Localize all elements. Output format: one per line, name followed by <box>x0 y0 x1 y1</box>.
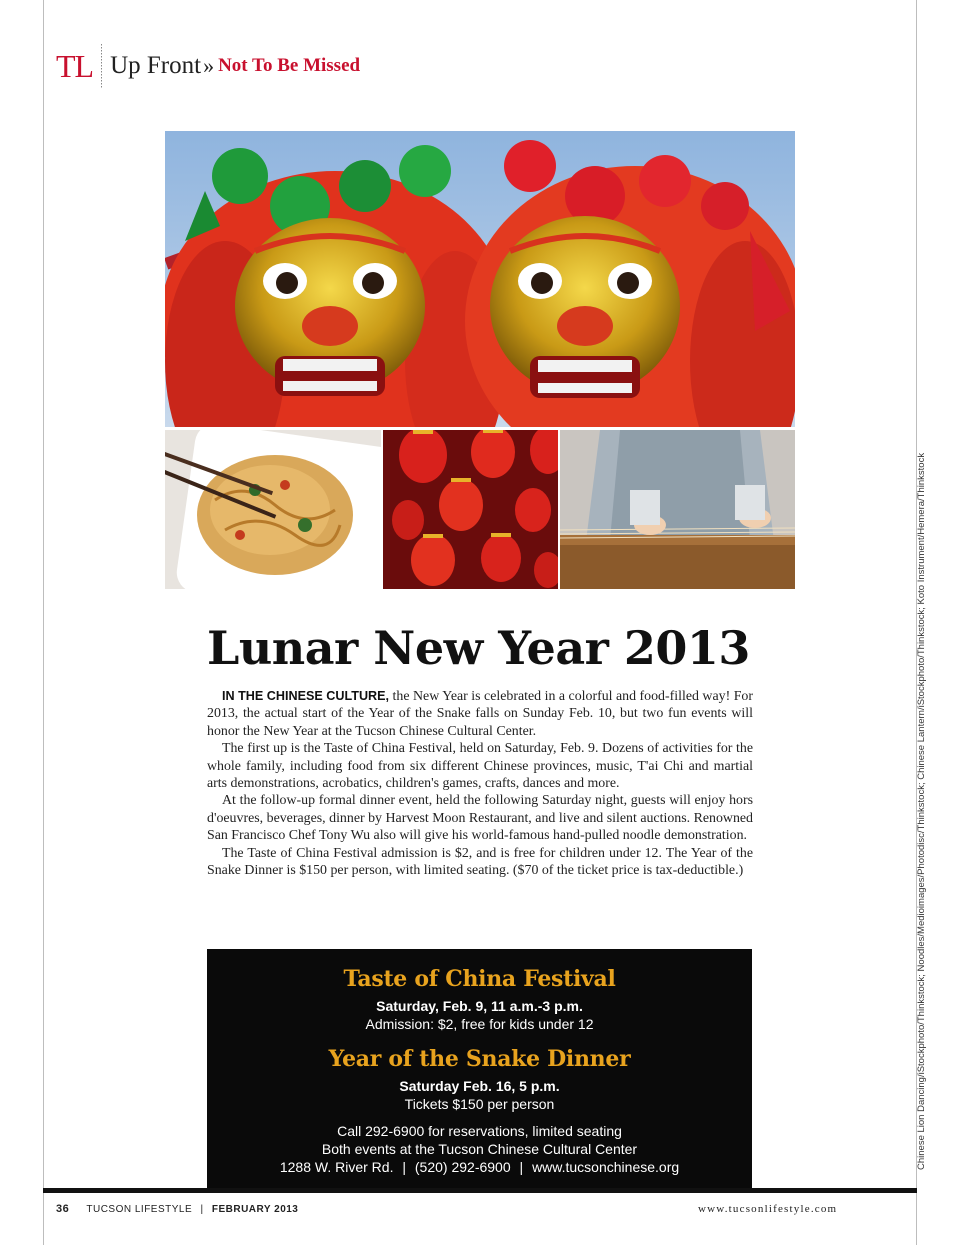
event2-title: Year of the Snake Dinner <box>328 1046 631 1072</box>
footer-left <box>56 1203 298 1215</box>
lanterns-photo <box>383 430 558 589</box>
paragraph-3: At the follow-up formal dinner event, held the following Saturday night, guests will enjoy hors d'oeuvres, beverages, dinner by Harvest Moon Restaurant, and live and silent auctions. Renowned San Francisco Chef Tony Wu also will give his world-famous hand-pulled noodle demonstration. <box>207 793 753 844</box>
website-link[interactable]: www.tucsonchinese.org <box>532 1159 680 1175</box>
footer-rule <box>43 1188 917 1193</box>
contact-line <box>207 1158 752 1176</box>
address: 1288 W. River Rd. <box>279 1159 394 1175</box>
koto-photo <box>560 430 795 589</box>
lion-dance-photo <box>165 131 795 427</box>
reservation-call: Call 292-6900 for reservations, limited seating <box>337 1123 622 1139</box>
left-margin-line <box>43 0 44 1245</box>
paragraph-2: The first up is the Taste of China Festival, held on Saturday, Feb. 9. Dozens of activities for the whole family, including food from six different Chinese provinces, music, T'ai Chi and martial arts demonstrations, acrobatics, children's games, crafts, dances and more. <box>207 741 753 792</box>
header-divider <box>101 44 102 88</box>
event1-title: Taste of China Festival <box>343 966 616 992</box>
event-location: Both events at the Tucson Chinese Cultural Center <box>321 1141 638 1157</box>
tl-logo: TL <box>56 47 94 84</box>
contact-separator: | <box>402 1159 406 1175</box>
article-body <box>207 688 753 879</box>
section-arrow: » <box>203 53 215 78</box>
event-info-box <box>207 949 752 1189</box>
footer-separator: | <box>200 1204 204 1215</box>
article-title: Lunar New Year 2013 <box>207 621 750 675</box>
event1-date: Saturday, Feb. 9, 11 a.m.-3 p.m. <box>376 998 583 1014</box>
event2-date: Saturday Feb. 16, 5 p.m. <box>399 1078 560 1094</box>
issue-date: FEBRUARY 2013 <box>211 1204 299 1215</box>
photo-credit: Chinese Lion Dancing/iStockphoto/Thinkstock; Noodles/Medioimages/Photodisc/Thinkstock; Chinese Lantern/iStockphoto/Thinkstock; Koto Instrument/Hemera/Thinkstock <box>916 452 927 1170</box>
noodles-photo <box>165 430 381 589</box>
section-name: Up Front <box>110 52 202 79</box>
paragraph-4: The Taste of China Festival admission is $2, and is free for children under 12. The Year of the Snake Dinner is $150 per person, with limited seating. ($70 of the ticket price is tax-deductible.) <box>207 845 753 879</box>
phone-number: (520) 292-6900 <box>414 1159 511 1175</box>
paragraph-1 <box>207 688 753 740</box>
page-header <box>56 44 360 88</box>
magazine-name: TUCSON LIFESTYLE <box>86 1204 193 1215</box>
subsection-name: Not To Be Missed <box>218 55 361 76</box>
page-number: 36 <box>56 1203 70 1215</box>
event1-admission: Admission: $2, free for kids under 12 <box>365 1016 594 1032</box>
lead-in: IN THE CHINESE CULTURE, <box>222 689 390 703</box>
contact-separator: | <box>519 1159 524 1175</box>
paragraph-1-text: the New Year is celebrated in a colorful and food-filled way! For 2013, the actual start of the Year of the Snake falls on Sunday Feb. 10, but two fun events will honor the New Year at the Tucson Chinese Cultural Center. <box>207 689 753 739</box>
footer-url[interactable]: www.tucsonlifestyle.com <box>698 1203 838 1215</box>
event2-tickets: Tickets $150 per person <box>404 1096 555 1112</box>
